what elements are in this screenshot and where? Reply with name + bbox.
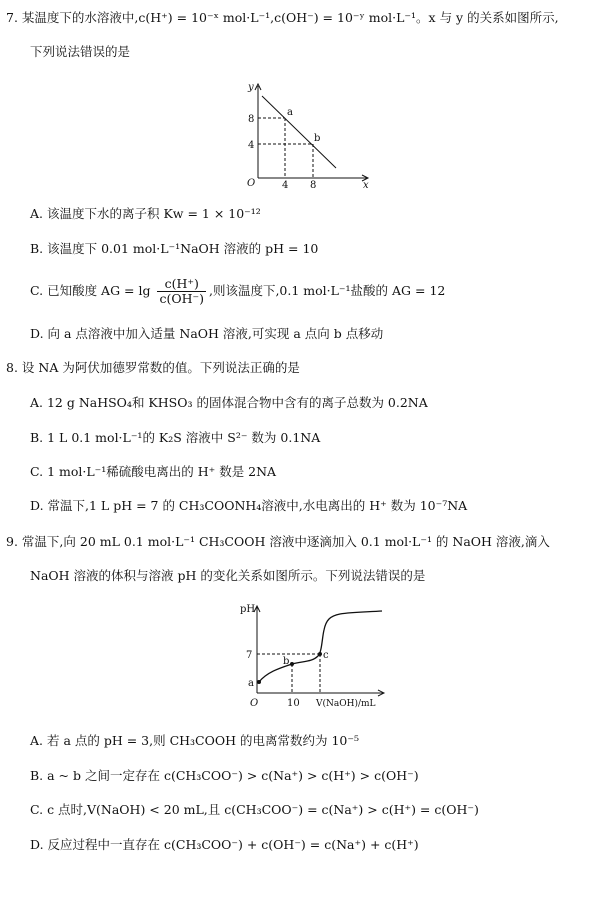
q7-option-c-numerator: c(H⁺) [157,277,206,292]
q8-number: 8. [6,360,18,375]
q9-graph [232,598,392,716]
q9-point-a: a [248,678,254,689]
q7-point-a: a [287,107,293,118]
q7-option-c-pre: C. 已知酸度 AG = lg [30,283,151,298]
q7-option-c-denominator: c(OH⁻) [159,291,204,306]
q7-option-c-post: ,则该温度下,0.1 mol·L⁻¹盐酸的 AG = 12 [208,283,446,298]
q7-stem-line2: 下列说法错误的是 [30,44,131,59]
q9-stem-line2: NaOH 溶液的体积与溶液 pH 的变化关系如图所示。下列说法错误的是 [30,568,426,583]
q8-option-b: B. 1 L 0.1 mol·L⁻¹的 K₂S 溶液中 S²⁻ 数为 0.1NA [30,430,321,445]
q9-option-a: A. 若 a 点的 pH = 3,则 CH₃COOH 的电离常数约为 10⁻⁵ [30,733,359,748]
q8-option-d: D. 常温下,1 L pH = 7 的 CH₃COONH₄溶液中,水电离出的 H⁺ 数为 10⁻⁷NA [30,498,468,513]
q7-tick-y-8: 8 [248,114,255,125]
q7-tick-x-8: 8 [310,180,317,190]
q7-stem-b: c(H⁺) = 10⁻ˣ mol·L⁻¹,c(OH⁻) = 10⁻ʸ mol·L⁻¹。 [138,10,429,25]
q7-option-d: D. 向 a 点溶液中加入适量 NaOH 溶液,可实现 a 点向 b 点移动 [30,326,384,341]
q7-origin: O [247,178,256,189]
q9-tick-y-7: 7 [246,650,253,661]
q9-point-b-dot [290,662,294,666]
q7-option-b: B. 该温度下 0.01 mol·L⁻¹NaOH 溶液的 pH = 10 [30,241,319,256]
q7-relation-line [262,96,336,168]
q9-stem-line1: 常温下,向 20 mL 0.1 mol·L⁻¹ CH₃COOH 溶液中逐滴加入 0.1 mol·L⁻¹ 的 NaOH 溶液,滴入 [21,534,550,549]
q7-tick-x-4: 4 [282,180,289,190]
q9-point-b: b [283,656,290,667]
q7-x-label: x [363,180,369,190]
q9-number: 9. [6,534,18,549]
q9-option-b: B. a ~ b 之间一定存在 c(CH₃COO⁻) > c(Na⁺) > c(H⁺) > c(OH⁻) [30,768,419,783]
q8-option-a: A. 12 g NaHSO₄和 KHSO₃ 的固体混合物中含有的离子总数为 0.2NA [30,395,428,410]
q9-point-c: c [323,650,329,661]
q9-tick-x-10: 10 [287,698,300,709]
q8-option-c: C. 1 mol·L⁻¹稀硫酸电离出的 H⁺ 数是 2NA [30,464,277,479]
q8-stem-text: 设 NA 为阿伏加德罗常数的值。下列说法正确的是 [21,360,300,375]
q9-point-a-dot [257,680,261,684]
q9-stem [6,534,550,550]
q7-number: 7. [6,10,18,25]
q7-point-b: b [314,133,321,144]
q7-tick-y-4: 4 [248,140,255,151]
q9-point-c-dot [318,652,322,656]
q7-option-a: A. 该温度下水的离子积 Kw = 1 × 10⁻¹² [30,206,261,221]
q7-graph [240,78,375,190]
q7-option-c [30,276,445,306]
q7-y-label: y [248,82,254,93]
q7-option-c-fraction [157,277,206,306]
q8-stem [6,360,300,376]
q7-stem-a: 某温度下的水溶液中, [21,10,139,25]
q9-option-c: C. c 点时,V(NaOH) < 20 mL,且 c(CH₃COO⁻) = c(Na⁺) > c(H⁺) = c(OH⁻) [30,802,479,817]
q7-stem-c: x 与 y 的关系如图所示, [428,10,559,25]
q7-stem [6,10,559,26]
q9-option-d: D. 反应过程中一直存在 c(CH₃COO⁻) + c(OH⁻) = c(Na⁺) + c(H⁺) [30,837,419,852]
q9-y-label: pH [240,604,256,615]
q9-x-label: V(NaOH)/mL [316,699,376,709]
q9-origin: O [250,698,259,709]
